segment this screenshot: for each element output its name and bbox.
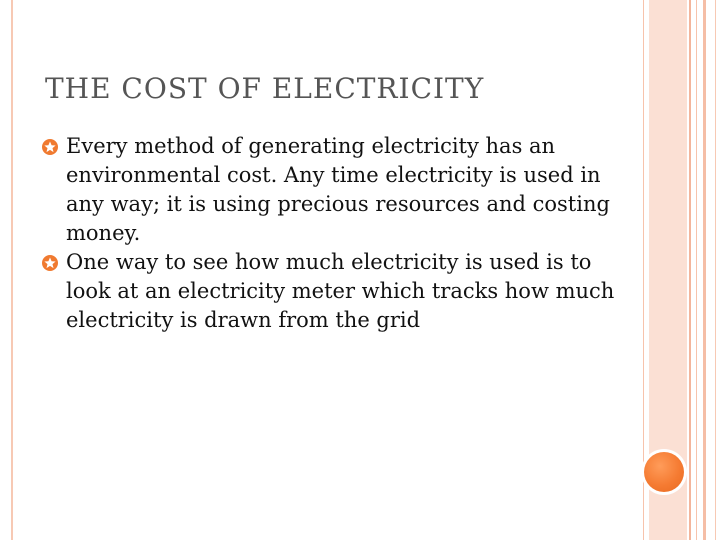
slide-title: THE COST OF ELECTRICITY [45, 72, 485, 105]
right-band-stripe [696, 0, 697, 540]
star-bullet-icon [42, 255, 58, 271]
left-frame-line [11, 0, 13, 540]
bullet-item [42, 132, 622, 248]
right-band-stripe [715, 0, 716, 540]
bullet-list [42, 132, 622, 335]
right-band-stripe [703, 0, 706, 540]
bullet-text: Every method of generating electricity has an environmental cost. Any time electricity is used in any way; it is using precious resources and costing money. [66, 134, 610, 245]
bullet-item [42, 248, 622, 335]
decorative-orange-orb [644, 452, 684, 492]
bullet-text: One way to see how much electricity is used is to look at an electricity meter which tracks how much electricity is drawn from the grid [66, 250, 615, 332]
star-bullet-icon [42, 139, 58, 155]
right-band-stripe [689, 0, 691, 540]
